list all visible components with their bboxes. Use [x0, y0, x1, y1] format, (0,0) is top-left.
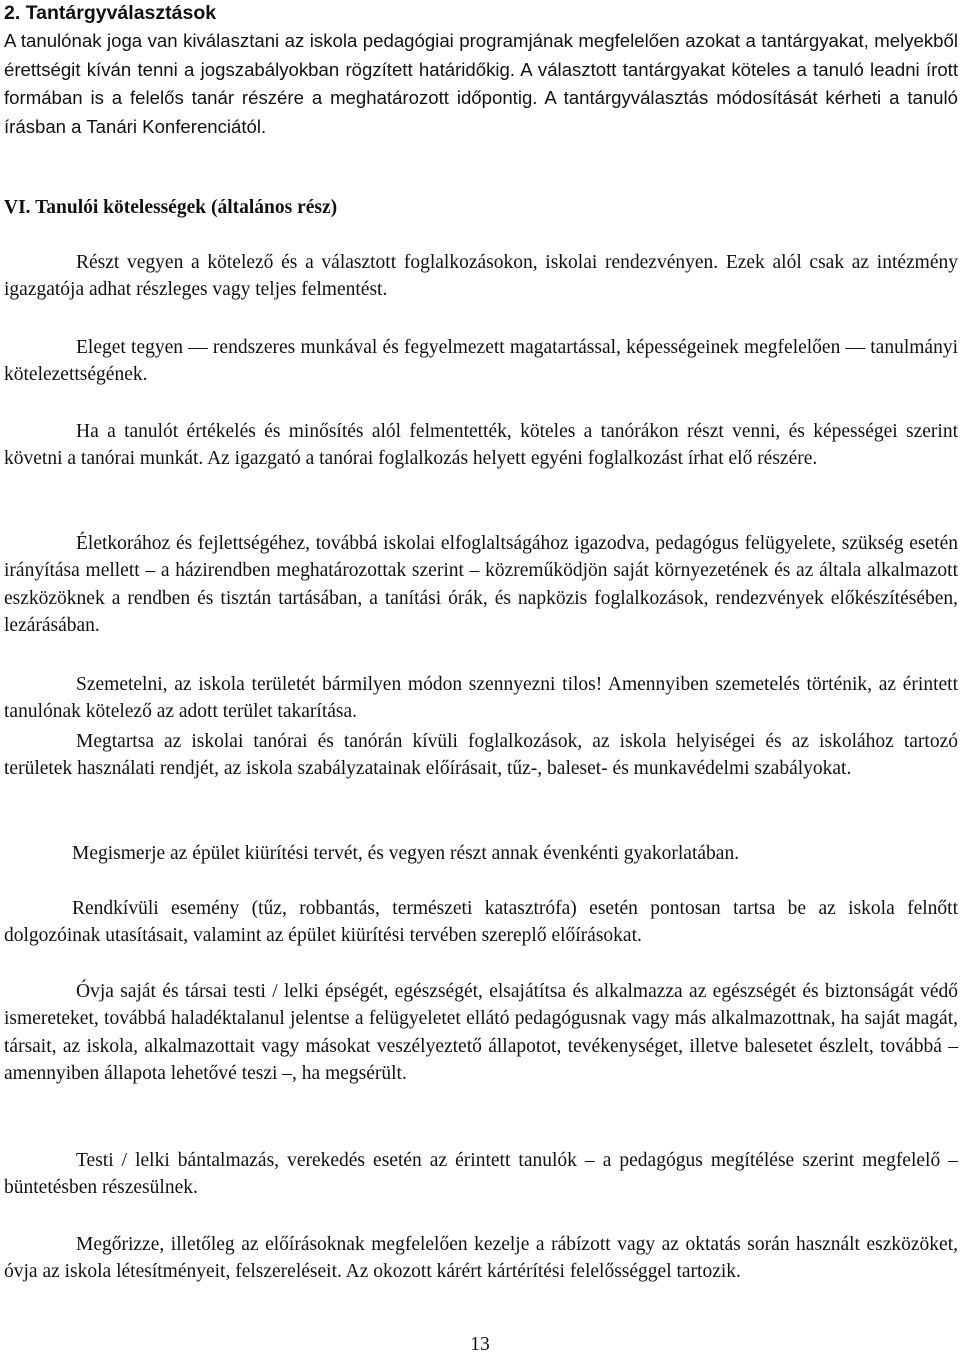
page-number: 13 — [470, 1334, 490, 1355]
paragraph-bantalmazas: Testi / lelki bántalmazás, verekedés esetén az érintett tanulók – a pedagógus megítélése szerint megfelelő – büntetésben részesülnek. — [4, 1150, 958, 1199]
paragraph-reszvetel: Részt vegyen a kötelező és a választott foglalkozásokon, iskolai rendezvényen. Ezek alól csak az intézmény igazgatója adhat részleges vagy teljes felmentést. — [4, 252, 958, 301]
section-heading-tantargyvalasztasok: 2. Tantárgyválasztások — [4, 2, 217, 24]
paragraph-hasznalati-rend: Megtartsa az iskolai tanórai és tanórán kívüli foglalkozások, az iskola helyiségei és az iskolához tartozó területek használati rendjét, az iskola szabályzatainak előírásait, tűz-, baleset- és munkavédelmi szabályokat. — [4, 731, 958, 780]
paragraph-rendkivuli-esemeny: Rendkívüli esemény (tűz, robbantás, természeti katasztrófa) esetén pontosan tartsa be az iskola felnőtt dolgozóinak utasításait, valamint az épület kiürítési tervében szereplő előírásokat. — [4, 898, 958, 947]
paragraph-kornyezet-rendben-tartasa: Életkorához és fejlettségéhez, továbbá iskolai elfoglaltságához igazodva, pedagógus felügyelete, szükség esetén irányítása mellett – a házirendben meghatározottak szerint – közreműködjön saját környezetének és az általa alkalmazott eszközöknek a rendben és tisztán tartásában, a tanítási órák, és napközis foglalkozások, rendezvények előkészítésében, lezárásában. — [4, 533, 958, 637]
paragraph-kiuritesi-terv: Megismerje az épület kiürítési tervét, és vegyen részt annak évenkénti gyakorlatában. — [72, 843, 740, 864]
paragraph-testi-lelki-epseg: Óvja saját és társai testi / lelki épségét, egészségét, elsajátítsa és alkalmazza az egészségét és biztonságát védő ismereteket, továbbá haladéktalanul jelentse a felügyeletet ellátó pedagógusnak vagy más alkalmazottnak, ha saját magát, társait, az iskola, alkalmazottait vagy másokat veszélyeztető állapotot, tevékenységet, illetve balesetet észlelt, továbbá – amennyiben állapota lehetővé teszi –, ha megsérült. — [4, 981, 958, 1085]
paragraph-tanulmanyi-kotelezettseg: Eleget tegyen ― rendszeres munkával és fegyelmezett magatartással, képességeinek megfelelően ― tanulmányi kötelezettségének. — [4, 337, 958, 386]
paragraph-tantargyvalasztas: A tanulónak joga van kiválasztani az iskola pedagógiai programjának megfelelően azokat a tantárgyakat, melyekből érettségit kíván tenni a jogszabályokban rögzített határidőkig. A választott tantárgyakat köteles a tanuló leadni írott formában is a felelős tanár részére a meghatározott időpontig. A tantárgyválasztás módosítását kérheti a tanuló írásban a Tanári Konferenciától. — [4, 30, 958, 137]
paragraph-eszkozok-megorzese: Megőrizze, illetőleg az előírásoknak megfelelően kezelje a rábízott vagy az oktatás során használt eszközöket, óvja az iskola létesítményeit, felszereléseit. Az okozott kárért kártérítési felelősséggel tartozik. — [4, 1234, 958, 1283]
section-heading-tanuloi-kotelessegek: VI. Tanulói kötelességek (általános rész) — [4, 197, 338, 218]
paragraph-szemeteles: Szemetelni, az iskola területét bármilyen módon szennyezni tilos! Amennyiben szemetelés történik, az érintett tanulónak kötelező az adott terület takarítása. — [4, 674, 958, 723]
paragraph-felmentes: Ha a tanulót értékelés és minősítés alól felmentették, köteles a tanórákon részt venni, és képességei szerint követni a tanórai munkát. Az igazgató a tanórai foglalkozás helyett egyéni foglalkozást írhat elő részére. — [4, 421, 958, 470]
